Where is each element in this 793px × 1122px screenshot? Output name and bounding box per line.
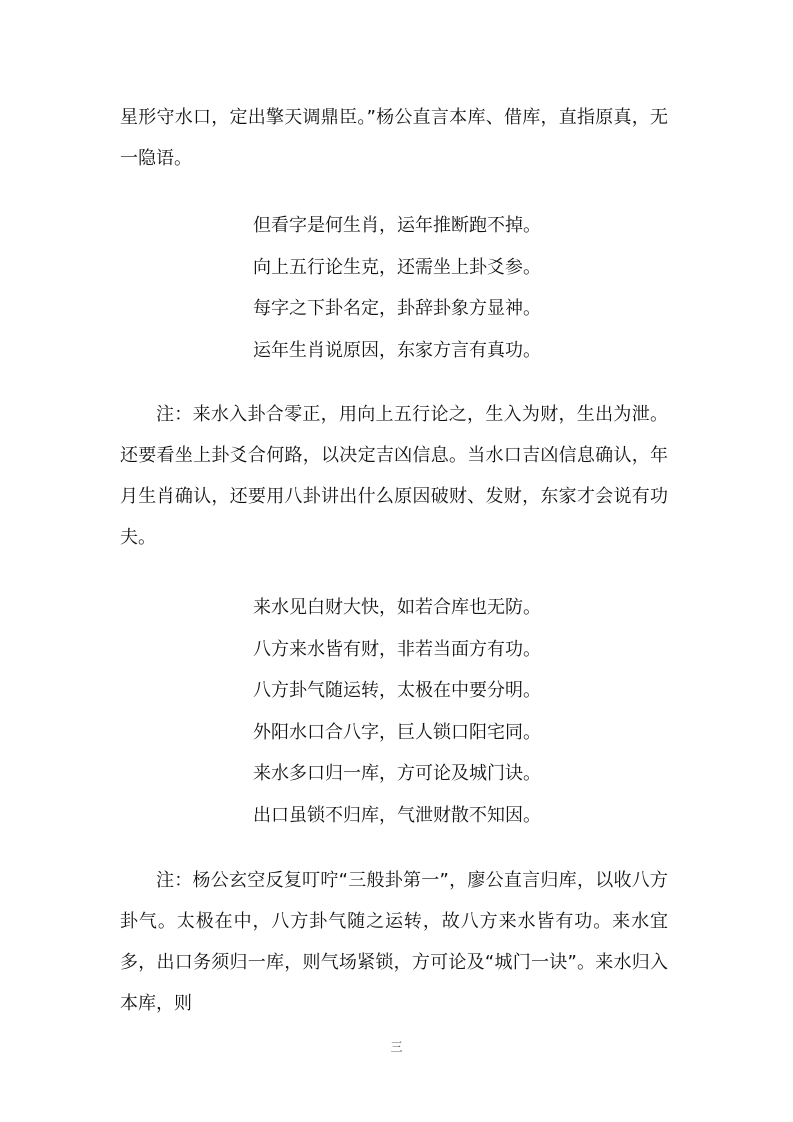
verse-line: 八方卦气随运转，太极在中要分明。 xyxy=(253,680,541,701)
verse-line: 来水见白财大快，如若合库也无防。 xyxy=(253,597,541,618)
note-paragraph-1: 注：来水入卦合零正，用向上五行论之，生入为财，生出为泄。还要看坐上卦爻合何路，以决定吉凶信息。当水口吉凶信息确认，年月生肖确认，还要用八卦讲出什么原因破财、发财，东家才会说有功夫。 xyxy=(120,404,668,548)
verse-line: 但看字是何生肖，运年推断跑不掉。 xyxy=(253,215,541,236)
verse-line: 每字之下卦名定，卦辞卦象方显神。 xyxy=(253,298,541,319)
note-paragraph-2: 注：杨公玄空反复叮咛“三般卦第一”，廖公直言归库，以收八方卦气。太极在中，八方卦气随之运转，故八方来水皆有功。来水宜多，出口务须归一库，则气场紧锁，方可论及“城门一诀”。来水归入本库，则 xyxy=(120,870,668,1014)
page-number: 三 xyxy=(390,1040,403,1054)
verse-line: 八方来水皆有财，非若当面方有功。 xyxy=(253,638,541,660)
verse-line: 外阳水口合八字，巨人锁口阳宅同。 xyxy=(253,721,541,743)
verse-block-1 xyxy=(253,205,673,371)
verse-line: 来水多口归一库，方可论及城门诀。 xyxy=(253,763,541,784)
verse-block-2 xyxy=(253,587,673,836)
verse-line: 向上五行论生克，还需坐上卦爻参。 xyxy=(253,256,541,278)
intro-paragraph: 星形守水口，定出擎天调鼎臣。”杨公直言本库、借库，直指原真，无一隐语。 xyxy=(120,107,668,169)
verse-line: 运年生肖说原因，东家方言有真功。 xyxy=(253,339,541,361)
verse-line: 出口虽锁不归库，气泄财散不知因。 xyxy=(253,804,541,826)
